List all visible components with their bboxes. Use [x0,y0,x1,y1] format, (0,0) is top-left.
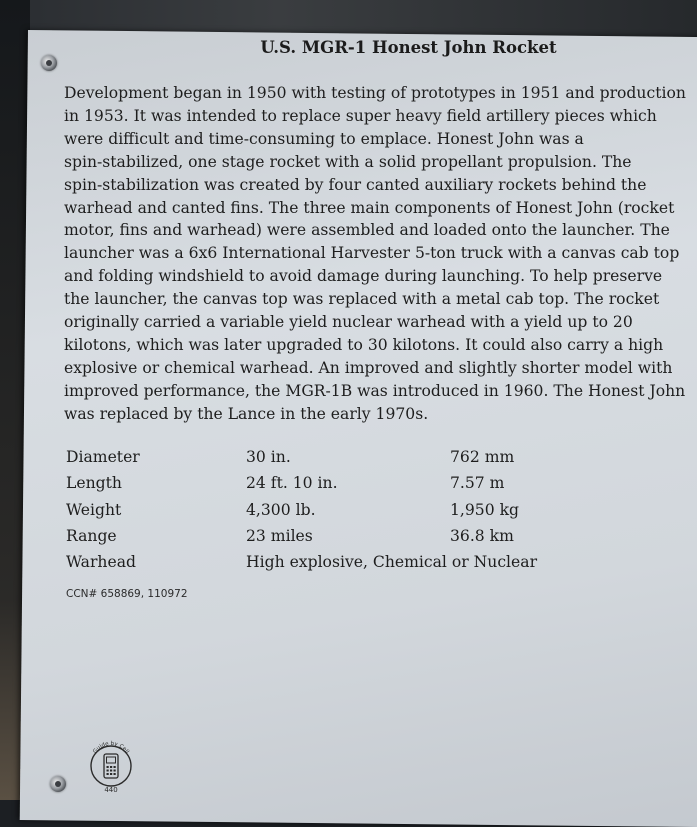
specs-table [64,448,684,579]
spec-metric: 36.8 km [450,526,514,545]
plaque-title: U.S. MGR-1 Honest John Rocket [260,38,557,57]
spec-row-length [64,474,684,500]
body-line: the launcher, the canvas top was replaced with a metal cab top. The rocket [64,290,660,309]
body-line: spin-stabilization was created by four canted auxiliary rockets behind the [64,175,647,194]
body-line: motor, fins and warhead) were assembled and loaded onto the launcher. The [64,221,670,240]
spec-label: Diameter [66,448,140,466]
spec-metric: 1,950 kg [450,500,520,519]
svg-text:Guide by Cell [92,741,130,755]
guide-by-cell-logo [84,733,138,793]
spec-label: Range [66,526,117,545]
body-line: and folding windshield to avoid damage during launching. To help preserve [64,267,663,286]
spec-row-warhead [64,553,684,579]
spec-label: Length [66,474,122,493]
spec-imperial: 23 miles [246,526,313,545]
guide-by-cell-label: Guide by Cell [92,740,130,755]
body-line: launcher was a 6x6 International Harvester 5-ton truck with a canvas cab top [64,244,680,263]
body-line: warhead and canted fins. The three main components of Honest John (rocket [64,198,675,217]
body-line: improved performance, the MGR-1B was introduced in 1960. The Honest John [64,381,686,400]
spec-imperial: 4,300 lb. [246,500,316,519]
spec-imperial: High explosive, Chemical or Nuclear [246,553,538,572]
spec-metric: 762 mm [450,448,515,466]
body-line: were difficult and time-consuming to emplace. Honest John was a [64,129,584,148]
body-line: originally carried a variable yield nuclear warhead with a yield up to 20 [64,313,633,332]
guide-by-cell-number: 440 [104,786,118,794]
body-line: was replaced by the Lance in the early 1970s. [64,404,429,423]
body-line: explosive or chemical warhead. An improved and slightly shorter model with [64,358,673,377]
ccn-number: CCN# 658869, 110972 [66,588,188,600]
body-line: Development began in 1950 with testing of prototypes in 1951 and production [64,84,686,102]
spec-metric: 7.57 m [450,474,505,493]
spec-row-diameter [64,448,684,474]
plaque-body [64,82,697,426]
spec-imperial: 30 in. [246,448,291,466]
spec-row-weight [64,501,684,527]
spec-label: Weight [66,500,122,519]
body-line: in 1953. It was intended to replace super heavy field artillery pieces which [64,106,657,125]
screw-bottom-left [50,776,66,792]
screw-top-left [41,55,57,71]
body-line: kilotons, which was later upgraded to 30 kilotons. It could also carry a high [64,335,664,354]
spec-label: Warhead [66,553,136,572]
spec-imperial: 24 ft. 10 in. [246,474,338,493]
spec-row-range [64,527,684,553]
body-line: spin-stabilized, one stage rocket with a solid propellant propulsion. The [64,152,632,171]
